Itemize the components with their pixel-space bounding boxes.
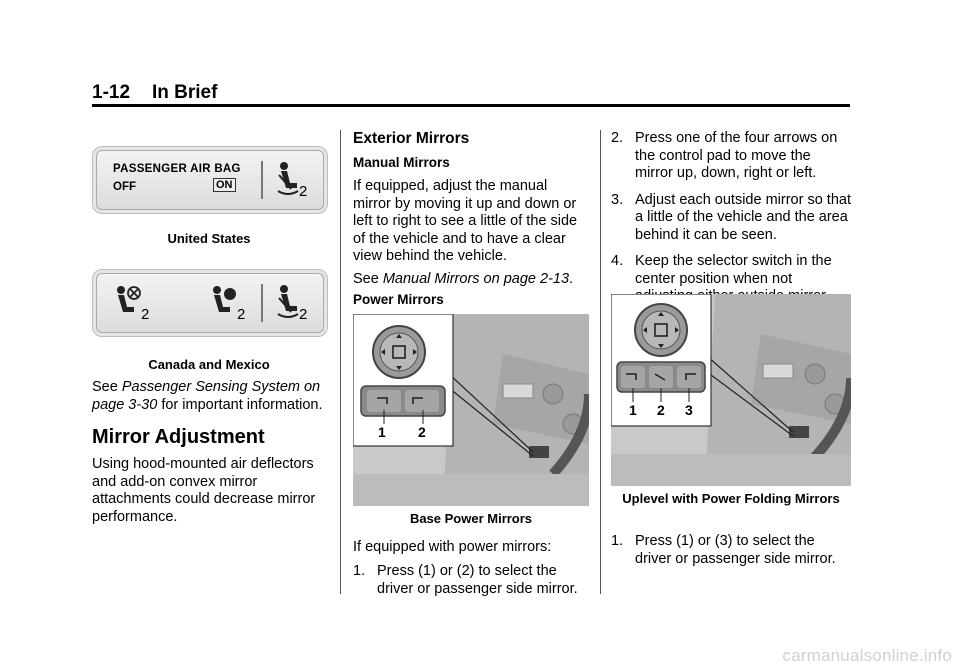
step-number: 1. [611, 533, 624, 549]
step-text: Press one of the four arrows on the control pad to move the mirror up, down, right or left. [635, 130, 838, 181]
airbag-status-panel-us [96, 150, 324, 210]
see-passenger-sensing [92, 379, 326, 414]
step-number: 2. [611, 130, 624, 146]
list-item [611, 130, 851, 183]
seat-number: 2 [299, 183, 308, 200]
uplevel-power-mirrors-photo [611, 294, 851, 486]
if-equipped-power-mirrors: If equipped with power mirrors: [353, 539, 552, 555]
caption-base-power-mirrors: Base Power Mirrors [409, 511, 533, 526]
column-divider-2 [600, 130, 601, 594]
power-mirror-steps-uplevel [611, 533, 851, 568]
icon-number-2: 2 [237, 306, 246, 323]
step-text: Press (1) or (2) to select the driver or passenger side mirror. [377, 563, 578, 597]
step-number: 1. [353, 563, 366, 579]
icon-number-3: 2 [299, 306, 308, 323]
see-end: . [569, 271, 574, 287]
header-rule [92, 104, 850, 107]
photo-label-3: 3 [685, 402, 693, 418]
base-power-mirrors-photo [353, 314, 589, 506]
section-title: In Brief [152, 82, 218, 103]
power-mirror-steps [611, 130, 851, 306]
see-rest: for important information. [157, 396, 323, 413]
watermark: carmanualsonline.info [782, 646, 952, 665]
subheading-manual-mirrors: Manual Mirrors [353, 155, 450, 170]
airbag-off-icon [113, 284, 143, 322]
airbag-status-panel-canada [96, 273, 324, 333]
heading-exterior-mirrors: Exterior Mirrors [353, 130, 470, 147]
see-label: See [353, 271, 383, 287]
step-number: 4. [611, 253, 624, 269]
door-panel-illustration [611, 294, 851, 486]
page-header [92, 82, 850, 104]
step-number: 3. [611, 191, 624, 208]
seated-passenger-icon [275, 161, 301, 197]
airbag-off-label: OFF [113, 181, 136, 193]
caption-united-states: United States [167, 231, 251, 246]
see-label: See [92, 379, 118, 395]
seated-passenger-icon [275, 284, 301, 320]
passenger-sensing-ref[interactable]: Passenger Sensing System on page 3-30 [92, 379, 321, 413]
caption-uplevel-power-folding: Uplevel with Power Folding Mirrors [622, 491, 840, 506]
column-divider-1 [340, 130, 341, 594]
photo-label-2: 2 [657, 402, 665, 418]
subheading-power-mirrors: Power Mirrors [353, 292, 444, 307]
list-item [611, 533, 851, 568]
list-item [611, 192, 851, 245]
page-number: 1-12 [92, 82, 131, 103]
airbag-on-icon [209, 284, 239, 322]
power-mirror-steps-base [353, 563, 589, 598]
photo-label-1: 1 [378, 424, 386, 440]
mirror-adjustment-paragraph: Using hood-mounted air deflectors and add-on convex mirror attachments could decrease mirror performance. [92, 456, 316, 525]
door-panel-illustration [353, 314, 589, 506]
step-text: Keep the selector switch in the center position when not [635, 253, 832, 287]
see-manual-mirrors [353, 271, 585, 289]
photo-label-2: 2 [418, 424, 426, 440]
heading-mirror-adjustment: Mirror Adjustment [92, 426, 265, 448]
airbag-panel-label: PASSENGER AIR BAG [113, 163, 241, 175]
airbag-on-indicator: ON [213, 178, 236, 192]
manual-mirrors-paragraph: If equipped, adjust the manual mirror by moving it up and down or left to right to see a little of the side of the vehicle and to have a clear view behind the vehicle. [353, 178, 578, 264]
panel-divider [261, 284, 263, 322]
step-text: Adjust each outside mirror so that a little of the vehicle and the area behind it can be seen. [635, 191, 851, 243]
caption-canada-mexico: Canada and Mexico [148, 357, 270, 372]
photo-label-1: 1 [629, 402, 637, 418]
list-item [353, 563, 589, 598]
icon-number-1: 2 [141, 306, 150, 323]
panel-divider [261, 161, 263, 199]
manual-mirrors-ref[interactable]: Manual Mirrors on page 2-13 [382, 271, 570, 287]
step-text: Press (1) or (3) to select the driver or passenger side mirror. [635, 533, 836, 567]
